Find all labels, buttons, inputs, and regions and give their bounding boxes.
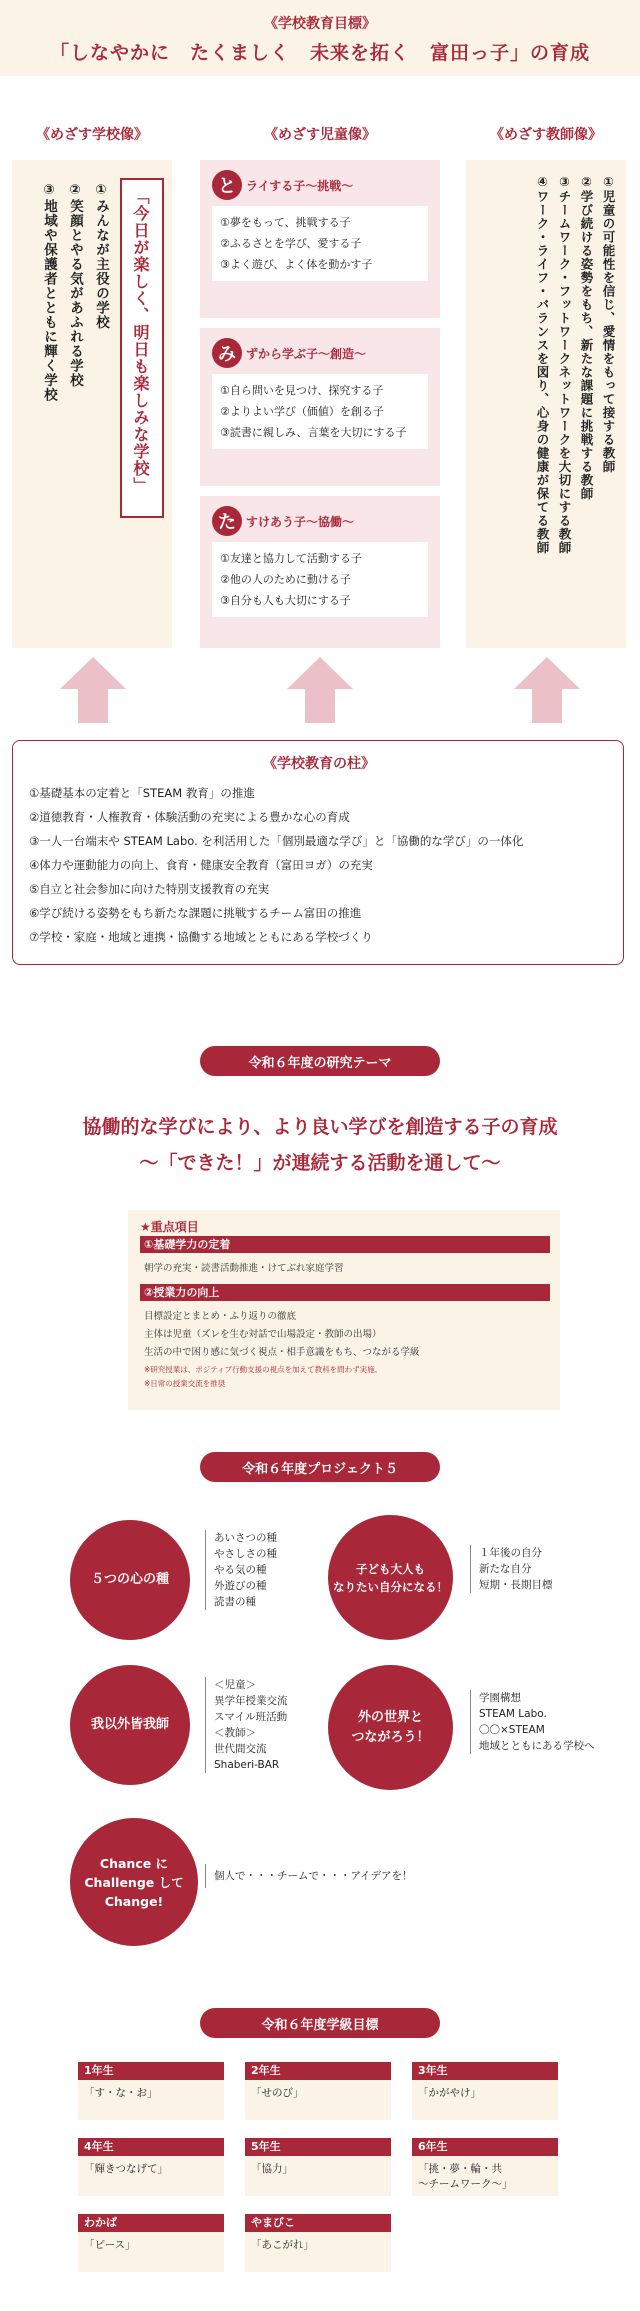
list-item: ⑦学校・家庭・地域と連携・協働する地域とともにある学校づくり <box>29 930 373 944</box>
pillars-list <box>29 781 619 949</box>
project-pill: 令和６年度プロジェクト５ <box>200 1452 440 1482</box>
list-item: ③一人一台端末や STEAM Labo. を利活用した「個別最適な学び」と「協働的な学び」の一体化 <box>29 834 524 848</box>
list-item: ②ふるさとを学び、愛する子 <box>220 237 362 250</box>
grade-name: 5年生 <box>245 2138 391 2156</box>
list-item: スマイル班活動 <box>214 1711 288 1723</box>
grade-name: 1年生 <box>78 2062 224 2080</box>
list-item: ②他の人のために動ける子 <box>220 573 351 586</box>
grade-goal: 「かがやけ」 <box>418 2087 481 2099</box>
grade-goal: 「せのび」 <box>251 2087 304 2099</box>
grade-name: 2年生 <box>245 2062 391 2080</box>
focus-bar: ①基礎学力の定着 <box>140 1236 550 1253</box>
list-item: 地域とともにある学校へ <box>479 1740 595 1752</box>
list-item: ＜児童＞ <box>214 1679 256 1691</box>
project-list <box>470 1690 595 1754</box>
grade-box <box>78 2138 224 2196</box>
child-group-try <box>200 160 440 318</box>
school-title: 《めざす学校像》 <box>36 127 148 143</box>
project-circle: ５つの心の種 <box>70 1520 190 1640</box>
child-group-label: すけあう子～協働～ <box>246 514 355 529</box>
list-item: 読書の種 <box>214 1596 256 1608</box>
teacher-panel <box>466 160 626 648</box>
list-item: ①夢をもって、挑戦する子 <box>220 216 351 229</box>
teacher-items <box>532 174 618 639</box>
focus-note: ※日常の授業交流を推奨 <box>144 1379 226 1388</box>
list-item: ⑤自立と社会参加に向けた特別支援教育の充実 <box>29 882 270 896</box>
school-slogan: 「今日が楽しく、明日も楽しみな学校」 <box>131 188 150 494</box>
grade-goal: 「ピース」 <box>84 2239 136 2251</box>
list-item: ＜教師＞ <box>214 1727 256 1739</box>
list-item: やさしさの種 <box>214 1548 277 1560</box>
list-item: ②道徳教育・人権教育・体験活動の充実による豊かな心の育成 <box>29 810 350 824</box>
list-item: 異学年授業交流 <box>214 1695 288 1707</box>
school-items <box>38 182 112 622</box>
grade-box <box>245 2214 391 2272</box>
pillars-box <box>12 740 624 965</box>
teacher-title: 《めざす教師像》 <box>490 127 602 143</box>
teacher-item: ③チームワーク・フットワークネットワークを大切にする教師 <box>557 174 572 555</box>
grade-goal: 「挑・夢・輪・共 ～チームワーク～」 <box>418 2163 513 2190</box>
focus-line: 主体は児童（ズレを生む対話で山場設定・教師の出場） <box>144 1329 382 1340</box>
child-group-head <box>212 338 366 368</box>
list-item: Shaberi-BAR <box>214 1759 280 1771</box>
child-group-label: ずから学ぶ子～創造～ <box>246 346 367 361</box>
grade-name: わかば <box>78 2214 224 2232</box>
letter-circle: み <box>212 338 242 368</box>
list-item: 世代間交流 <box>214 1743 267 1755</box>
list-item: ③よく遊び、よく体を動かす子 <box>220 258 373 271</box>
child-group-head <box>212 170 353 200</box>
teacher-item: ①児童の可能性を信じ、愛情をもって接する教師 <box>601 174 616 474</box>
research-subtheme: ～「できた！」が連続する活動を通して～ <box>139 1152 501 1174</box>
list-item: ④体力や運動能力の向上、食育・健康安全教育（富田ヨガ）の充実 <box>29 858 373 872</box>
research-theme: 協働的な学びにより、より良い学びを創造する子の育成 <box>82 1116 558 1138</box>
list-item: あいさつの種 <box>214 1532 277 1544</box>
focus-line: 朝学の充実・読書活動推進・けてぶれ家庭学習 <box>144 1263 344 1274</box>
list-item: STEAM Labo. <box>479 1708 547 1720</box>
child-group-label: ライする子～挑戦～ <box>246 178 354 193</box>
up-arrow-icon <box>285 655 355 725</box>
list-item: やる気の種 <box>214 1564 267 1576</box>
letter-circle: と <box>212 170 242 200</box>
school-item: ②笑顔とやる気があふれる学校 <box>67 182 83 388</box>
goal-title: 「しなやかに たくましく 未来を拓く 富田っ子」の育成 <box>49 42 590 64</box>
grade-box <box>245 2138 391 2196</box>
list-item: ①自ら問いを見つけ、探究する子 <box>220 384 384 397</box>
teacher-item: ④ワーク・ライフ・バランスを図り、心身の健康が保てる教師 <box>535 174 550 555</box>
grade-name: やまびこ <box>245 2214 391 2232</box>
list-item: ⑥学び続ける姿勢をもち新たな課題に挑戦するチーム富田の推進 <box>29 906 362 920</box>
focus-box <box>128 1210 560 1410</box>
teacher-item: ②学び続ける姿勢をもち、新たな課題に挑戦する教師 <box>579 174 594 501</box>
grade-box <box>78 2062 224 2120</box>
grade-goal: 「す・な・お」 <box>84 2087 158 2099</box>
list-item: 短期・長期目標 <box>479 1579 553 1591</box>
grade-box <box>412 2138 558 2196</box>
project-list <box>205 1530 277 1610</box>
pillars-title: 《学校教育の柱》 <box>263 756 375 772</box>
grade-goal: 「あこがれ」 <box>251 2239 314 2251</box>
research-pill: 令和６年度の研究テーマ <box>200 1046 440 1076</box>
child-title: 《めざす児童像》 <box>264 127 376 143</box>
list-item: 新たな自分 <box>479 1563 532 1575</box>
list-item: 学園構想 <box>479 1692 521 1704</box>
child-group-list <box>212 542 428 617</box>
grade-goal: 「協力」 <box>251 2163 293 2175</box>
grade-name: 4年生 <box>78 2138 224 2156</box>
focus-line: 生活の中で困り感に気づく視点・相手意識をもち、つながる学級 <box>144 1347 420 1358</box>
list-item: ③読書に親しみ、言葉を大切にする子 <box>220 426 407 439</box>
child-group-head <box>212 506 354 536</box>
list-item: 外遊びの種 <box>214 1580 267 1592</box>
grade-name: 3年生 <box>412 2062 558 2080</box>
list-item: ①友達と協力して活動する子 <box>220 552 362 565</box>
child-group-list <box>212 374 428 449</box>
grade-name: 6年生 <box>412 2138 558 2156</box>
school-item: ③地域や保護者とともに輝く学校 <box>41 182 57 402</box>
project-circle: 外の世界と つながろう！ <box>328 1665 453 1790</box>
grade-box <box>78 2214 224 2272</box>
list-item: １年後の自分 <box>479 1547 542 1559</box>
grade-box <box>412 2062 558 2120</box>
grade-goal: 「輝きつなげて」 <box>84 2163 168 2175</box>
project-list <box>470 1545 553 1593</box>
child-group-list <box>212 206 428 281</box>
school-item: ①みんなが主役の学校 <box>93 182 109 330</box>
letter-circle: た <box>212 506 242 536</box>
focus-line: 目標設定とまとめ・ふり返りの徹底 <box>144 1311 297 1322</box>
school-panel <box>12 160 172 648</box>
up-arrow-icon <box>512 655 582 725</box>
focus-bar: ②授業力の向上 <box>140 1284 550 1301</box>
up-arrow-icon <box>58 655 128 725</box>
grades-pill: 令和６年度学級目標 <box>200 2008 440 2038</box>
project-list <box>205 1677 288 1773</box>
goal-subtitle: 《学校教育目標》 <box>264 16 376 32</box>
list-item: ①基礎基本の定着と「STEAM 教育」の推進 <box>29 786 255 800</box>
list-item: 個人で・・・チームで・・・アイデアを！ <box>214 1870 413 1882</box>
child-group-self <box>200 328 440 486</box>
child-group-help <box>200 496 440 648</box>
focus-note: ※研究授業は、ポジティブ行動支援の視点を加えて教科を問わず実施。 <box>144 1365 383 1374</box>
project-circle: 子ども大人も なりたい自分になる！ <box>328 1515 453 1640</box>
project-circle: Chance に Challenge して Change! <box>70 1818 198 1946</box>
grade-box <box>245 2062 391 2120</box>
list-item: ②よりよい学び（価値）を創る子 <box>220 405 384 418</box>
focus-title: ★重点項目 <box>140 1220 199 1234</box>
project-list <box>205 1864 413 1888</box>
project-circle: 我以外皆我師 <box>70 1665 190 1785</box>
list-item: 〇〇×STEAM <box>479 1724 545 1736</box>
school-slogan-box <box>120 178 164 518</box>
list-item: ③自分も人も大切にする子 <box>220 594 351 607</box>
